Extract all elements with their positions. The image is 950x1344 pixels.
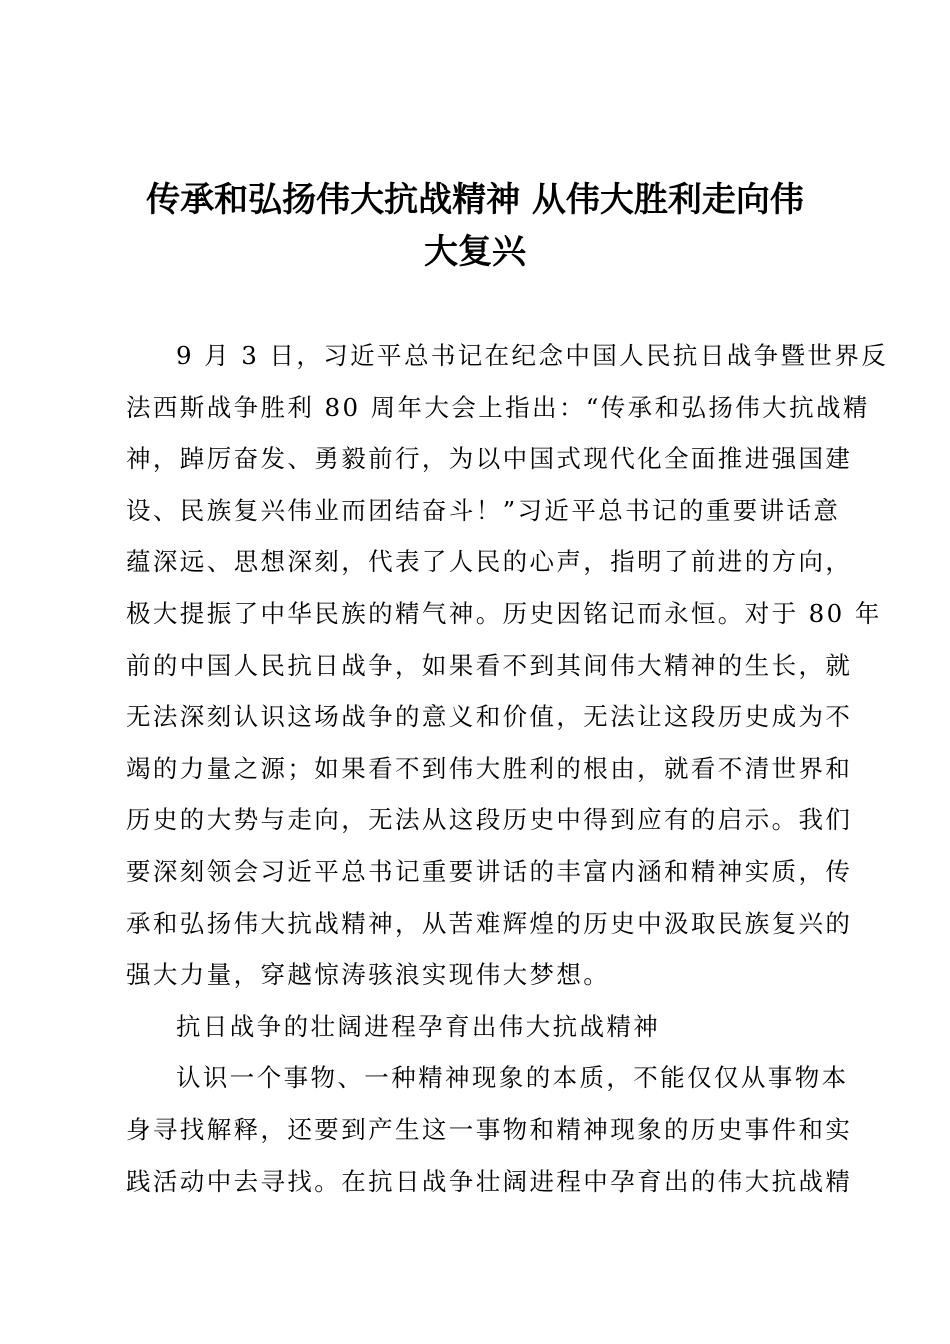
text-line: 强大力量，穿越惊涛骇浪实现伟大梦想。 <box>126 960 611 990</box>
section-heading-text: 抗日战争的壮阔进程孕育出伟大抗战精神 <box>176 1011 661 1041</box>
document-body <box>126 330 889 1207</box>
text-line: 前的中国人民抗日战争，如果看不到其间伟大精神的生长，就 <box>126 650 853 680</box>
text-line: 承和弘扬伟大抗战精神，从苦难辉煌的历史中汲取民族复兴的 <box>126 908 853 938</box>
document-title <box>100 174 850 278</box>
paragraph-2 <box>126 1052 853 1207</box>
text-line: 践活动中去寻找。在抗日战争壮阔进程中孕育出的伟大抗战精 <box>126 1166 853 1196</box>
section-heading <box>126 1001 826 1053</box>
text-line: 身寻找解释，还要到产生这一事物和精神现象的历史事件和实 <box>126 1114 853 1144</box>
text-line: 无法深刻认识这场战争的意义和价值，无法让这段历史成为不 <box>126 702 853 732</box>
text-line: 认识一个事物、一种精神现象的本质，不能仅仅从事物本 <box>176 1063 849 1093</box>
text-line: 设、民族复兴伟业而团结奋斗！”习近平总书记的重要讲话意 <box>126 495 841 525</box>
text-line: 极大提振了中华民族的精气神。历史因铭记而永恒。对于 80 年 <box>126 598 882 628</box>
text-line: 蕴深远、思想深刻，代表了人民的心声，指明了前进的方向， <box>126 547 853 577</box>
text-line: 神，踔厉奋发、勇毅前行，为以中国式现代化全面推进强国建 <box>126 444 853 474</box>
text-line: 历史的大势与走向，无法从这段历史中得到应有的启示。我们 <box>126 805 853 835</box>
text-line: 法西斯战争胜利 80 周年大会上指出：“传承和弘扬伟大抗战精 <box>126 392 870 422</box>
title-line-2: 大复兴 <box>424 232 526 272</box>
text-line: 9 月 3 日，习近平总书记在纪念中国人民抗日战争暨世界反 <box>176 341 889 370</box>
paragraph-1 <box>126 330 889 1001</box>
text-line: 竭的力量之源；如果看不到伟大胜利的根由，就看不清世界和 <box>126 753 853 783</box>
text-line: 要深刻领会习近平总书记重要讲话的丰富内涵和精神实质，传 <box>126 856 853 886</box>
title-line-1: 传承和弘扬伟大抗战精神 从伟大胜利走向伟 <box>146 180 804 220</box>
